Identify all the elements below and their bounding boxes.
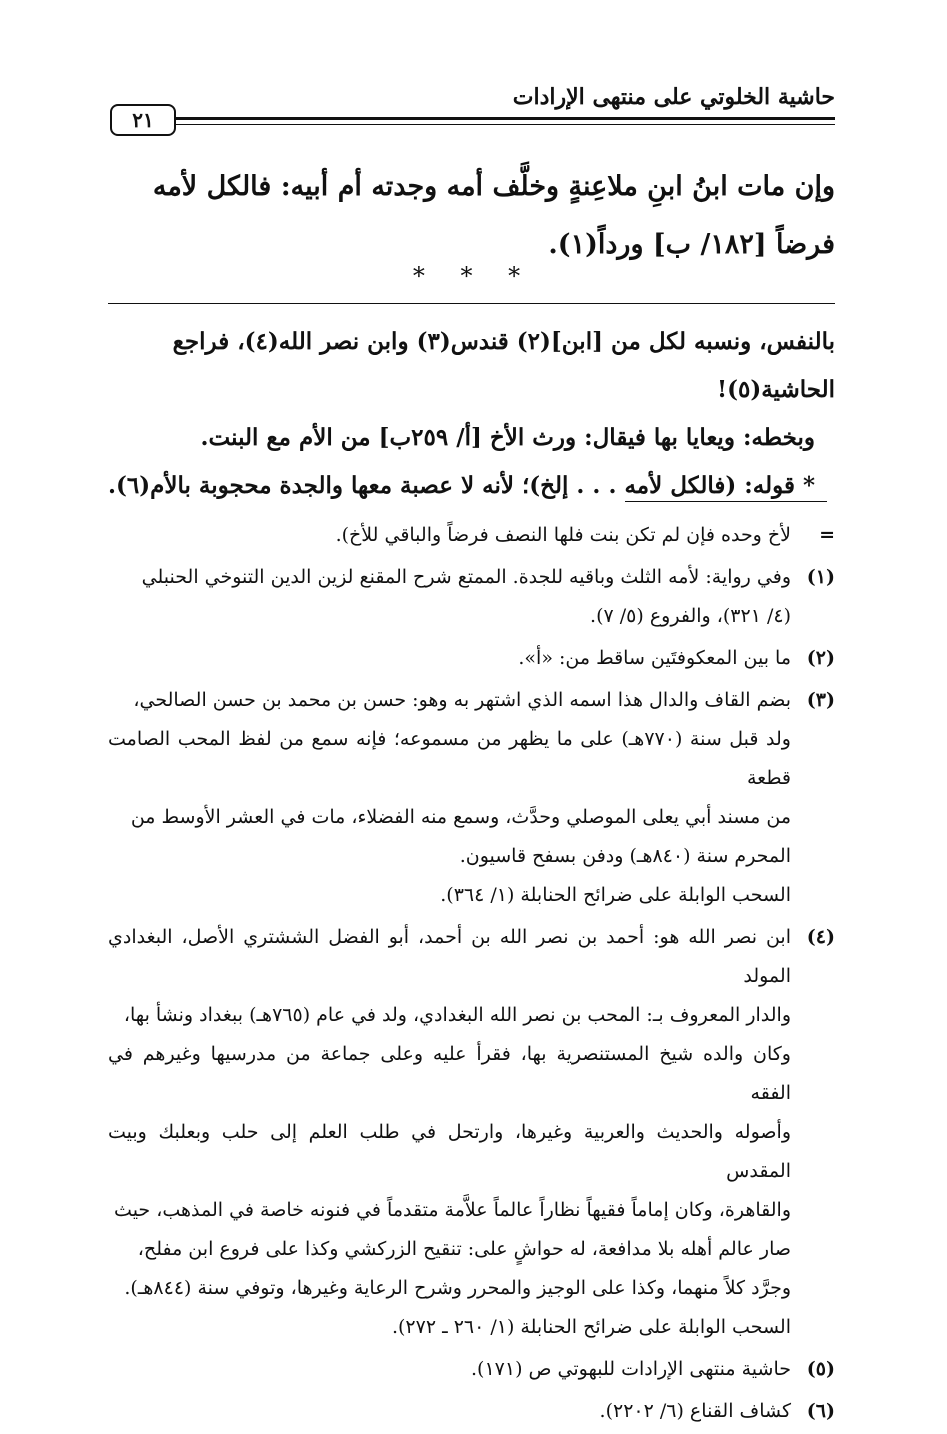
- footnote-line: والدار المعروف بـ: المحب بن نصر الله البغدادي، ولد في عام (٧٦٥هـ) ببغداد ونشأ بها،: [123, 1004, 791, 1026]
- main-text-block: [108, 158, 835, 274]
- footnote-line: وفي رواية: لأمه الثلث وباقيه للجدة. الممتع شرح المقنع لزين الدين التنوخي الحنبلي: [141, 566, 791, 588]
- commentary-block: [108, 318, 835, 510]
- section-separator: * * *: [412, 262, 535, 290]
- footnote-line: صار عالم أهله بلا مدافعة، له حواشٍ على: تنقيح الزركشي وكذا على فروع ابن مفلح،: [137, 1238, 791, 1260]
- page-number: ٢١: [110, 104, 176, 136]
- footnote-body: [108, 516, 791, 555]
- footnote-line: ابن نصر الله هو: أحمد بن نصر الله بن أحمد، أبو الفضل الششتري الأصل، البغدادي المولد: [108, 926, 791, 987]
- footnote-body: [108, 639, 791, 678]
- footnote-6: [108, 1392, 835, 1431]
- footnote-mark: (٥): [806, 1358, 835, 1380]
- footnotes-block: [108, 516, 835, 1434]
- header-rule-thin: [176, 124, 835, 125]
- main-text-line-1: وإن مات ابنُ ابنِ ملاعِنةٍ وخلَّف أمه وجدته أم أبيه: فالكل لأمه: [152, 171, 835, 202]
- footnote-mark: (٤): [806, 926, 835, 948]
- footnote-line: السحب الوابلة على ضرائح الحنابلة (١/ ٢٦٠ ـ ٢٧٢).: [391, 1316, 791, 1338]
- footnote-4: [108, 918, 835, 1347]
- footnote-line: حاشية منتهى الإرادات للبهوتي ص (١٧١).: [471, 1358, 791, 1380]
- footnote-rule: [625, 501, 827, 502]
- footnote-body: [108, 1392, 791, 1431]
- footnote-line: كشاف القناع (٦/ ٢٢٠٢).: [599, 1400, 791, 1422]
- footnote-line: لأخ وحده فإن لم تكن بنت فلها النصف فرضاً والباقي للأخ).: [335, 524, 791, 546]
- footnote-line: من مسند أبي يعلى الموصلي وحدَّث، وسمع منه الفضلاء، مات في العشر الأوسط من: [130, 806, 791, 828]
- footnote-1: [108, 558, 835, 636]
- footnote-body: [108, 918, 791, 1347]
- footnote-line: ولد قبل سنة (٧٧٠هـ) على ما يظهر من مسموعه؛ فإنه سمع من لفظ المحب الصامت قطعة: [108, 728, 791, 789]
- footnote-body: [108, 1350, 791, 1389]
- main-text-line-2: فرضاً [١٨٢/ ب] ورداً(١).: [548, 229, 835, 260]
- commentary-rule: [108, 303, 835, 304]
- running-header-title: حاشية الخلوتي على منتهى الإرادات: [512, 84, 835, 110]
- footnote-line: وأصوله والحديث والعربية وغيرها، وارتحل في طلب العلم إلى حلب وبعلبك وبيت المقدس: [108, 1121, 791, 1182]
- footnote-line: بضم القاف والدال هذا اسمه الذي اشتهر به وهو: حسن بن محمد بن حسن الصالحي،: [133, 689, 791, 711]
- footnote-body: [108, 681, 791, 915]
- footnote-mark: (٣): [806, 689, 835, 711]
- footnote-body: [108, 558, 791, 636]
- commentary-line-1: بالنفس، ونسبه لكل من [ابن](٢) قندس(٣) وابن نصر الله(٤)، فراجع الحاشية(٥)!: [172, 328, 835, 403]
- footnote-3: [108, 681, 835, 915]
- commentary-line-3: * قوله: (فالكل لأمه . . . إلخ)؛ لأنه لا عصبة معها والجدة محجوبة بالأم(٦).: [107, 472, 815, 499]
- header-rule: [176, 117, 835, 120]
- footnote-line: المحرم سنة (٨٤٠هـ) ودفن بسفح قاسيون.: [459, 845, 791, 867]
- footnote-mark: (٦): [806, 1400, 835, 1422]
- footnote-line: ما بين المعكوفتَين ساقط من: «أ».: [518, 647, 791, 669]
- footnote-mark: (١): [806, 566, 835, 588]
- footnote-line: (٤/ ٣٢١)، والفروع (٥/ ٧).: [590, 605, 791, 627]
- footnote-continued: [108, 516, 835, 555]
- footnote-line: السحب الوابلة على ضرائح الحنابلة (١/ ٣٦٤).: [440, 884, 791, 906]
- footnote-mark: (٢): [806, 647, 835, 669]
- commentary-line-2: وبخطه: ويعايا بها فيقال: ورث الأخ [أ/ ٢٥٩ب] من الأم مع البنت.: [200, 424, 815, 451]
- footnote-5: [108, 1350, 835, 1389]
- footnote-line: والقاهرة، وكان إماماً فقيهاً نظاراً عالماً علاَّمة متقدماً في فنونه خاصة في المذهب، حيث: [114, 1199, 791, 1221]
- footnote-line: وجرَّد كلاً منهما، وكذا على الوجيز والمحرر وشرح الرعاية وغيرها، وتوفي سنة (٨٤٤هـ).: [124, 1277, 791, 1299]
- footnote-mark: =: [819, 524, 835, 546]
- footnote-2: [108, 639, 835, 678]
- footnote-line: وكان والده شيخ المستنصرية بها، فقرأ عليه وعلى جماعة من مدرسيها وغيرهم في الفقه: [108, 1043, 791, 1104]
